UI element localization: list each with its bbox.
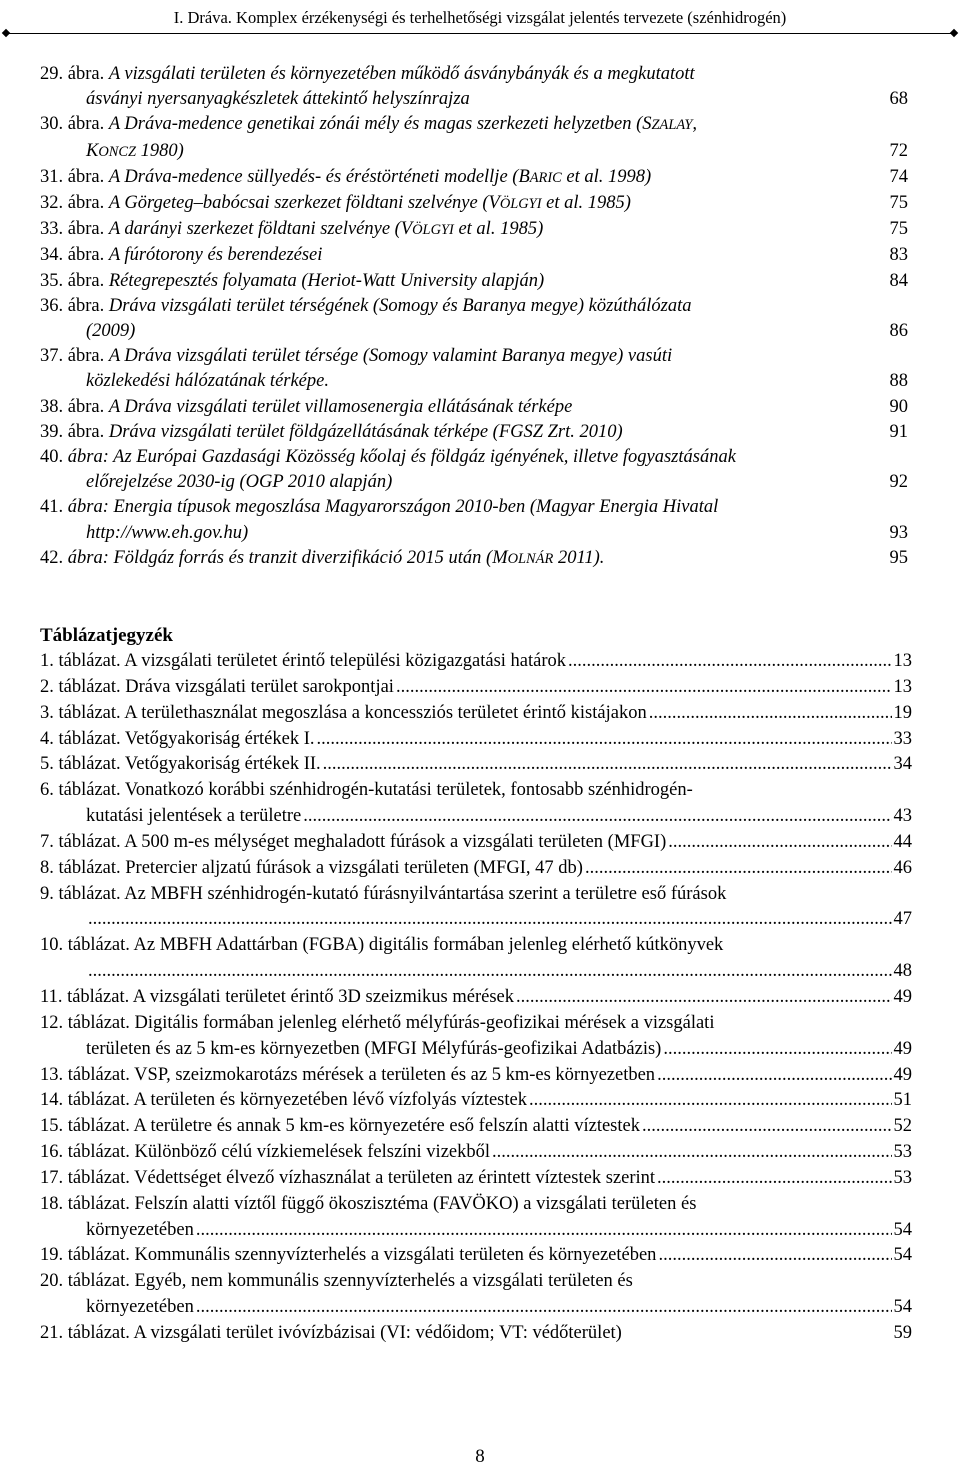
table-title: 18. táblázat. Felszín alatti víztől függő ökoszisztéma (FAVÖKO) a vizsgálati területen és <box>40 1193 697 1214</box>
figure-title-cont: http://www.eh.gov.hu) <box>86 522 249 543</box>
table-line-2 <box>40 1295 912 1321</box>
table-page: 54 <box>893 1219 912 1240</box>
figure-entry[interactable] <box>40 191 912 217</box>
figure-page: 75 <box>889 193 908 214</box>
table-title: 10. táblázat. Az MBFH Adattárban (FGBA) digitális formában jelenleg elérhető kútkönyvek <box>40 935 724 956</box>
leader-dots <box>585 856 892 882</box>
table-entry[interactable] <box>40 1243 912 1269</box>
figure-title-cont: K <box>86 140 99 161</box>
table-title: 15. táblázat. A területre és annak 5 km-es környezetére eső felszín alatti víztestek <box>40 1116 640 1137</box>
table-page: 53 <box>893 1167 912 1188</box>
leader-dots <box>303 804 891 830</box>
figure-title: A Dráva vizsgálati terület villamosenergia ellátásának térképe <box>108 396 573 417</box>
figure-line-2 <box>40 369 912 394</box>
table-line-1 <box>40 1166 912 1192</box>
figure-entry[interactable] <box>40 546 912 572</box>
table-line-1 <box>40 1140 912 1166</box>
table-page: 19 <box>893 702 912 723</box>
table-title: 8. táblázat. Pretercier aljzatú fúrások a vizsgálati területen (MFGI, 47 db) <box>40 857 583 878</box>
running-header <box>0 0 960 40</box>
table-title-cont: kutatási jelentések a területre <box>86 806 302 827</box>
table-entry[interactable] <box>40 1088 912 1114</box>
figure-line-1 <box>40 344 912 369</box>
figure-title-end: et al. 1985) <box>453 219 544 240</box>
table-title: 16. táblázat. Különböző célú vízkiemelések felszíni vizekből <box>40 1142 491 1163</box>
figure-page: 74 <box>889 166 908 187</box>
table-page: 33 <box>893 728 912 749</box>
figure-number: 31. ábra. <box>40 166 109 187</box>
figure-title: A fúrótorony és berendezései <box>108 245 323 266</box>
figure-line-2 <box>40 87 912 112</box>
table-page: 49 <box>893 1064 912 1085</box>
table-title-cont: területen és az 5 km-es környezetben (MFGI Mélyfúrás-geofizikai Adatbázis) <box>86 1038 662 1059</box>
table-page: 49 <box>893 1038 912 1059</box>
figure-title: A Dráva-medence genetikai zónái mély és magas szerkezeti helyzetben (S <box>108 114 652 135</box>
table-list <box>40 649 912 1347</box>
table-title: 2. táblázat. Dráva vizsgálati terület sarokpontjai <box>40 676 394 697</box>
figure-page: 86 <box>889 321 908 342</box>
figure-number: 34. ábra. <box>40 245 109 266</box>
figure-number: 37. ábra. <box>40 346 109 367</box>
leader-dots <box>88 959 892 985</box>
table-line-1 <box>40 675 912 701</box>
figure-entry[interactable] <box>40 395 912 420</box>
table-line-1 <box>40 649 912 675</box>
table-page: 48 <box>893 961 912 982</box>
table-line-1 <box>40 1011 912 1037</box>
figure-entry[interactable] <box>40 445 912 495</box>
table-entry[interactable] <box>40 1269 912 1321</box>
figure-page: 68 <box>889 89 908 110</box>
table-entry[interactable] <box>40 701 912 727</box>
figure-page: 84 <box>889 270 908 291</box>
table-page: 34 <box>893 754 912 775</box>
figure-number: 41. <box>40 497 68 518</box>
figure-title: A Görgeteg–babócsai szerkezet földtani szelvénye (V <box>108 193 500 214</box>
table-page: 54 <box>893 1245 912 1266</box>
table-line-1 <box>40 1321 912 1347</box>
table-entry[interactable] <box>40 752 912 778</box>
figure-line-2 <box>40 521 912 546</box>
table-line-1 <box>40 1269 912 1295</box>
table-line-1 <box>40 727 912 753</box>
table-entry[interactable] <box>40 882 912 934</box>
table-title: 3. táblázat. A területhasználat megoszlása a koncessziós területet érintő kistájakon <box>40 702 647 723</box>
figure-page: 95 <box>889 547 908 568</box>
figure-line-2 <box>40 319 912 344</box>
leader-dots <box>196 1295 892 1321</box>
figure-title: ábra: Földgáz forrás és tranzit diverzifikáció 2015 után (M <box>67 547 508 568</box>
figure-line-1 <box>40 269 912 294</box>
table-title: 13. táblázat. VSP, szeizmokarotázs mérések a területen és az 5 km-es környezetben <box>40 1064 656 1085</box>
page-number: 8 <box>475 1446 485 1467</box>
table-list-heading: Táblázatjegyzék <box>40 625 173 646</box>
table-title: 19. táblázat. Kommunális szennyvízterhelés a vizsgálati területen és környezetében <box>40 1245 657 1266</box>
figure-list <box>40 62 912 572</box>
table-line-2 <box>40 1037 912 1063</box>
table-line-1 <box>40 1243 912 1269</box>
figure-page: 75 <box>889 219 908 240</box>
figure-title: A darányi szerkezet földtani szelvénye (V <box>108 219 413 240</box>
figure-title: A Dráva vizsgálati terület térsége (Somogy valamint Baranya megye) vasúti <box>108 346 673 367</box>
author-smallcaps: ÖLGYI <box>499 196 542 213</box>
figure-entry[interactable] <box>40 269 912 294</box>
table-title: 17. táblázat. Védettséget élvező vízhasználat a területen az érintett víztestek szerint <box>40 1167 656 1188</box>
figure-line-1 <box>40 243 912 268</box>
figure-line-2 <box>40 139 912 165</box>
leader-dots <box>516 985 892 1011</box>
leader-dots <box>642 1114 892 1140</box>
figure-line-1 <box>40 217 912 243</box>
figure-entry[interactable] <box>40 420 912 445</box>
table-list-section <box>40 624 912 1347</box>
figure-title-end: 2011). <box>553 547 605 568</box>
table-entry[interactable] <box>40 1011 912 1063</box>
figure-line-1 <box>40 165 912 191</box>
table-entry[interactable] <box>40 985 912 1011</box>
table-line-2 <box>40 959 912 985</box>
figure-title-end: et al. 1998) <box>561 166 652 187</box>
leader-dots <box>658 1243 891 1269</box>
figure-title: Rétegrepesztés folyamata (Heriot-Watt University alapján) <box>108 270 545 291</box>
table-title: 6. táblázat. Vonatkozó korábbi szénhidrogén-kutatási területek, fontosabb szénhidrogén- <box>40 780 693 801</box>
figure-title-end: et al. 1985) <box>541 193 631 214</box>
table-line-1 <box>40 752 912 778</box>
table-entry[interactable] <box>40 1166 912 1192</box>
leader-dots <box>568 649 891 675</box>
rule-diamond-left <box>2 29 10 37</box>
leader-dots <box>649 701 892 727</box>
table-entry[interactable] <box>40 675 912 701</box>
table-page: 54 <box>893 1297 912 1318</box>
table-entry[interactable] <box>40 649 912 675</box>
figure-entry[interactable] <box>40 217 912 243</box>
leader-dots <box>88 907 892 933</box>
figure-page: 72 <box>889 140 908 161</box>
figure-entry[interactable] <box>40 112 912 164</box>
leader-dots <box>663 1037 891 1063</box>
table-title-cont: környezetében <box>86 1297 194 1318</box>
leader-dots <box>657 1166 891 1192</box>
table-line-1 <box>40 882 912 908</box>
figure-number: 36. ábra. <box>40 295 109 316</box>
figure-page: 90 <box>889 396 908 417</box>
figure-number: 42. <box>40 547 68 568</box>
table-line-1 <box>40 985 912 1011</box>
table-line-1 <box>40 856 912 882</box>
table-entry[interactable] <box>40 1321 912 1347</box>
table-line-1 <box>40 778 912 804</box>
table-line-2 <box>40 804 912 830</box>
table-title: 20. táblázat. Egyéb, nem kommunális szennyvízterhelés a vizsgálati területen és <box>40 1271 633 1292</box>
table-title: 14. táblázat. A területen és környezetében lévő vízfolyás víztestek <box>40 1090 527 1111</box>
figure-title-cont: előrejelzése 2030-ig (OGP 2010 alapján) <box>86 472 393 493</box>
figure-title: ábra: Az Európai Gazdasági Közösség kőolaj és földgáz igényének, illetve fogyasztásának <box>67 447 736 468</box>
figure-number: 40. <box>40 447 68 468</box>
leader-dots <box>668 830 891 856</box>
figure-title: ábra: Energia típusok megoszlása Magyarországon 2010-ben (Magyar Energia Hivatal <box>67 497 719 518</box>
figure-number: 32. ábra. <box>40 193 109 214</box>
author-smallcaps: ÖLGYI <box>412 222 454 239</box>
figure-number: 33. ábra. <box>40 219 109 240</box>
table-entry[interactable] <box>40 1140 912 1166</box>
table-title: 9. táblázat. Az MBFH szénhidrogén-kutató fúrásnyilvántartása szerint a területre eső fúrások <box>40 883 727 904</box>
leader-dots <box>529 1088 892 1114</box>
table-title: 12. táblázat. Digitális formában jelenleg elérhető mélyfúrás-geofizikai mérések a vizsgálati <box>40 1012 715 1033</box>
figure-line-1 <box>40 445 912 470</box>
table-page: 13 <box>893 651 912 671</box>
table-line-2 <box>40 1218 912 1244</box>
figure-entry[interactable] <box>40 62 912 112</box>
table-title: 5. táblázat. Vetőgyakoriság értékek II. <box>40 754 321 775</box>
figure-line-2 <box>40 470 912 495</box>
figure-title-cont: közlekedési hálózatának térképe. <box>86 371 329 392</box>
leader-dots <box>323 752 892 778</box>
figure-line-1 <box>40 495 912 520</box>
table-entry[interactable] <box>40 933 912 985</box>
figure-line-1 <box>40 191 912 217</box>
table-line-1 <box>40 830 912 856</box>
table-title: 21. táblázat. A vizsgálati terület ivóvízbázisai (VI: védőidom; VT: védőterület) <box>40 1322 622 1343</box>
figure-number: 29. ábra. <box>40 64 109 84</box>
figure-line-1 <box>40 420 912 445</box>
table-entry[interactable] <box>40 1063 912 1089</box>
header-title: I. Dráva. Komplex érzékenységi és terhelhetőségi vizsgálat jelentés tervezete (szénhidrogén) <box>173 8 787 27</box>
figure-page: 83 <box>889 245 908 266</box>
table-entry[interactable] <box>40 727 912 753</box>
table-page: 47 <box>893 909 912 930</box>
table-entry[interactable] <box>40 778 912 830</box>
table-line-1 <box>40 1114 912 1140</box>
table-page: 43 <box>893 806 912 827</box>
author-smallcaps: OLNÁR <box>507 550 554 567</box>
figure-number: 38. ábra. <box>40 396 109 417</box>
leader-dots <box>196 1218 892 1244</box>
figure-line-1 <box>40 112 912 138</box>
leader-dots <box>657 1063 891 1089</box>
figure-entry[interactable] <box>40 344 912 394</box>
figure-page: 91 <box>889 421 908 442</box>
table-line-1 <box>40 1088 912 1114</box>
figure-title: Dráva vizsgálati terület térségének (Somogy és Baranya megye) közúthálózata <box>108 295 692 316</box>
table-line-1 <box>40 933 912 959</box>
table-line-1 <box>40 1063 912 1089</box>
author-smallcaps: ONCZ <box>98 143 137 160</box>
table-title: 4. táblázat. Vetőgyakoriság értékek I. <box>40 728 315 749</box>
table-page: 46 <box>893 857 912 878</box>
figure-title-cont: (2009) <box>86 321 136 342</box>
leader-dots <box>492 1140 891 1166</box>
table-page: 13 <box>893 676 912 697</box>
table-page: 51 <box>893 1090 912 1111</box>
table-title: 11. táblázat. A vizsgálati területet érintő 3D szeizmikus mérések <box>40 986 514 1007</box>
table-entry[interactable] <box>40 830 912 856</box>
figure-page: 88 <box>889 371 908 392</box>
figure-entry[interactable] <box>40 243 912 268</box>
figure-page: 92 <box>889 472 908 493</box>
table-page: 49 <box>893 986 912 1007</box>
table-entry[interactable] <box>40 1192 912 1244</box>
table-page: 53 <box>893 1142 912 1163</box>
figure-line-1 <box>40 62 912 87</box>
figure-title: A Dráva-medence süllyedés- és éréstörténeti modellje (B <box>108 166 530 187</box>
table-title: 1. táblázat. A vizsgálati területet érintő települési közigazgatási határok <box>40 651 567 671</box>
table-page: 59 <box>893 1322 912 1343</box>
table-entry[interactable] <box>40 856 912 882</box>
table-page: 44 <box>893 831 912 852</box>
figure-entry[interactable] <box>40 165 912 191</box>
figure-title-cont: ásványi nyersanyagkészletek áttekintő helyszínrajza <box>86 89 470 110</box>
figure-title-end: 1980) <box>136 140 184 161</box>
table-line-2 <box>40 907 912 933</box>
rule-diamond-right <box>950 29 958 37</box>
table-line-1 <box>40 701 912 727</box>
table-entry[interactable] <box>40 1114 912 1140</box>
table-title: 7. táblázat. A 500 m-es mélységet meghaladott fúrások a vizsgálati területen (MFGI) <box>40 831 667 852</box>
header-rule <box>7 33 953 34</box>
figure-page: 93 <box>889 522 908 543</box>
leader-dots <box>316 727 891 753</box>
figure-line-1 <box>40 395 912 420</box>
table-title-cont: környezetében <box>86 1219 194 1240</box>
table-page: 52 <box>893 1116 912 1137</box>
figure-line-1 <box>40 546 912 572</box>
figure-entry[interactable] <box>40 294 912 344</box>
table-line-1 <box>40 1192 912 1218</box>
author-smallcaps: ARIC <box>529 169 562 186</box>
figure-line-1 <box>40 294 912 319</box>
leader-dots <box>396 675 892 701</box>
figure-title-end: , <box>692 114 698 135</box>
figure-entry[interactable] <box>40 495 912 545</box>
figure-title: A vizsgálati területen és környezetében működő ásványbányák és a megkutatott <box>108 64 695 84</box>
figure-number: 30. ábra. <box>40 114 109 135</box>
author-smallcaps: ZALAY <box>651 117 693 134</box>
figure-title: Dráva vizsgálati terület földgázellátásának térképe (FGSZ Zrt. 2010) <box>108 421 623 442</box>
figure-number: 39. ábra. <box>40 421 109 442</box>
figure-number: 35. ábra. <box>40 270 109 291</box>
